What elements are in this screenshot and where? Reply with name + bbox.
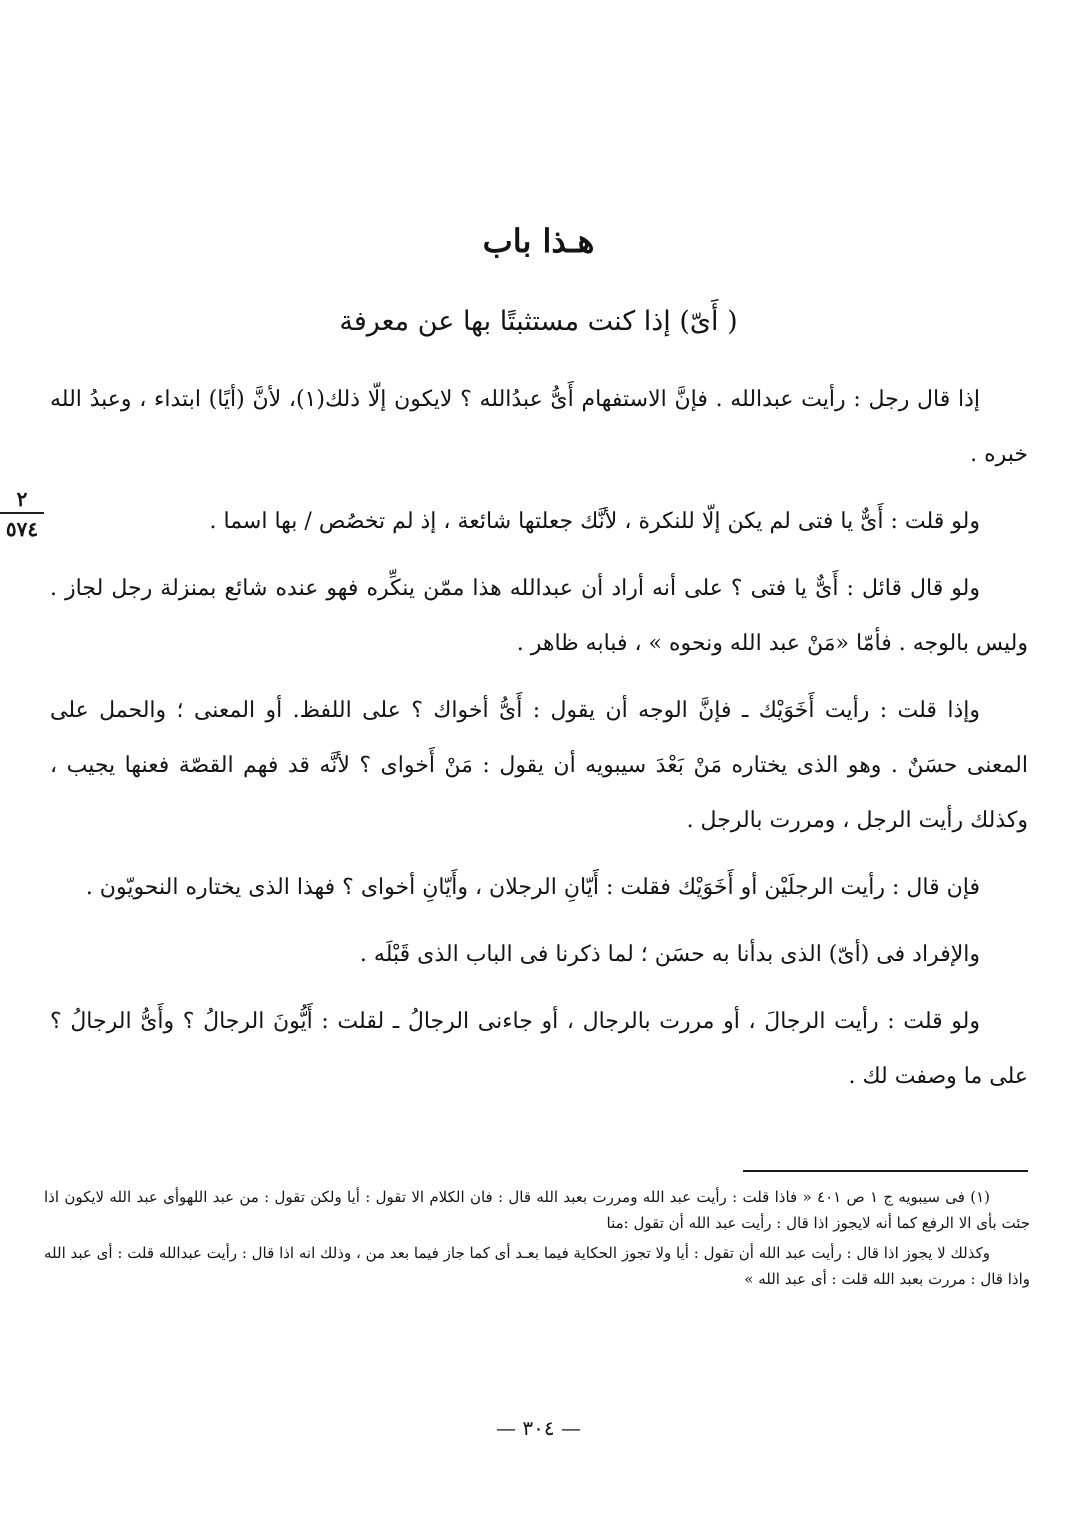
paragraph: ولو قلت : أَىٌّ يا فتى لم يكن إلّا للنكرة ، لأنَّك جعلتها شائعة ، إذ لم تخصُص / بها اسما . [209, 509, 980, 534]
chapter-title: هـذا باب [482, 222, 595, 260]
margin-reference-page: ٥٧٤ [5, 517, 39, 541]
footnote: (١) فى سيبويه ج ١ ص ٤٠١ « فاذا قلت : رأيت عبد الله ومررت بعبد الله قال : فان الكلام الا تقول : أيا ولكن تقول : من عبد اللهوأى عبد الله لايكون اذا جئت بأى الا الرفع كما أنه لايجوز اذا قال : رأيت عبد الله أن تقول :منا [44, 1188, 1030, 1232]
paragraph: إذا قال رجل : رأيت عبدالله . فإنَّ الاستفهام أَىُّ عبدُالله ؟ لايكون إلّا ذلك(١)، لأنَّ (أيًا) ابتداء ، وعبدُ الله خبره . [50, 387, 1028, 467]
paragraph: وإذا قلت : رأيت أَخَوَيْك ـ فإنَّ الوجه أن يقول : أَىُّ أخواك ؟ على اللفظ. أو المعنى ؛ والحمل على المعنى حسَنٌ . وهو الذى يختاره مَنْ بَعْدَ سيبويه أن يقول : مَنْ أَخواى ؟ لأنَّه قد فهم القصّة فعنها يجيب ، وكذلك رأيت الرجل ، ومررت بالرجل . [50, 698, 1028, 833]
paragraph: ولو قال قائل : أَىٌّ يا فتى ؟ على أنه أراد أن عبدالله هذا ممّن ينكِّره فهو عنده شائع بمنزلة رجل لجاز . وليس بالوجه . فأمّا «مَنْ عبد الله ونحوه » ، فبابه ظاهر . [50, 576, 1028, 656]
footnotes [44, 1184, 1030, 1296]
margin-reference [0, 488, 44, 542]
chapter-subtitle: ( أَىّ) إذا كنت مستثبتًا بها عن معرفة [339, 306, 738, 337]
main-text [50, 372, 1028, 1116]
footnote-divider [743, 1170, 1028, 1172]
footnote: وكذلك لا يجوز اذا قال : رأيت عبد الله أن تقول : أيا ولا تجوز الحكاية فيما بعـد أى كما جاز فيما بعد من ، وذلك انه اذا قال : رأيت عبدالله قلت : أى عبد الله واذا قال : مررت بعبد الله قلت : أى عبد الله » [44, 1244, 1030, 1288]
margin-reference-volume: ٢ [0, 488, 44, 514]
paragraph: والإفراد فى (أىّ) الذى بدأنا به حسَن ؛ لما ذكرنا فى الباب الذى قَبْلَه . [359, 942, 980, 967]
paragraph: فإن قال : رأيت الرجلَيْن أو أَخَوَيْك فقلت : أَيّانِ الرجلان ، وأَيّانِ أخواى ؟ فهذا الذى يختاره النحويّون . [85, 875, 980, 900]
paragraph: ولو قلت : رأيت الرجالَ ، أو مررت بالرجال ، أو جاءنى الرجالُ ـ لقلت : أَيُّونَ الرجالُ ؟ وأَىُّ الرجالُ ؟ على ما وصفت لك . [50, 1009, 1028, 1089]
page-number: — ٣٠٤ — [496, 1416, 581, 1440]
